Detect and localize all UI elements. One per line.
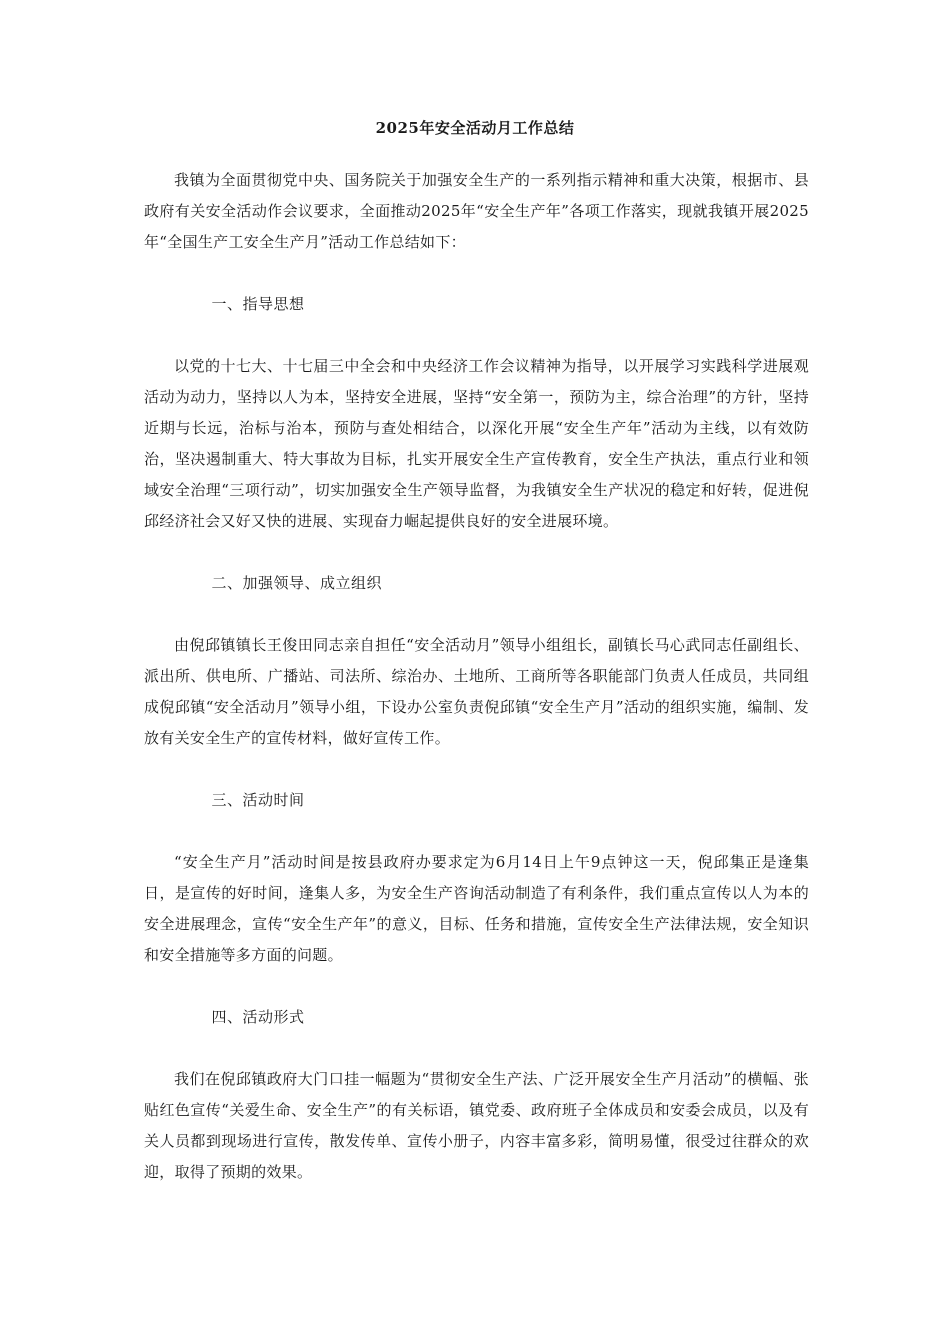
section-heading-4: 四、活动形式 bbox=[211, 1008, 305, 1026]
document-body bbox=[144, 165, 809, 1188]
section-body-1: 以党的十七大、十七届三中全会和中央经济工作会议精神为指导，以开展学习实践科学进展观活动为动力，坚持以人为本，坚持安全进展，坚持“安全第一，预防为主，综合治理”的方针，坚持近期与长远，治标与治本，预防与查处相结合，以深化开展“安全生产年”活动为主线，以有效防治，坚决遏制重大、特大事故为目标，扎实开展安全生产宣传教育，安全生产执法，重点行业和领域安全治理“三项行动”，切实加强安全生产领导监督，为我镇安全生产状况的稳定和好转，促进倪邱经济社会又好又快的进展、实现奋力崛起提供良好的安全进展环境。 bbox=[144, 357, 809, 530]
intro-paragraph: 我镇为全面贯彻党中央、国务院关于加强安全生产的一系列指示精神和重大决策，根据市、县政府有关安全活动作会议要求，全面推动2025年“安全生产年”各项工作落实，现就我镇开展2025年“全国生产工安全生产月”活动工作总结如下： bbox=[144, 171, 809, 251]
spacer bbox=[144, 258, 809, 289]
section-body-3: “安全生产月”活动时间是按县政府办要求定为6月14日上午9点钟这一天，倪邱集正是逢集日，是宣传的好时间，逢集人多，为安全生产咨询活动制造了有利条件，我们重点宣传以人为本的安全进展理念，宣传“安全生产年”的意义，目标、任务和措施，宣传安全生产法律法规，安全知识和安全措施等多方面的问题。 bbox=[144, 853, 809, 964]
section-heading-1: 一、指导思想 bbox=[211, 295, 305, 313]
spacer bbox=[144, 320, 809, 351]
spacer bbox=[144, 816, 809, 847]
spacer bbox=[144, 537, 809, 568]
document-title: 2025年安全活动月工作总结 bbox=[375, 119, 575, 137]
spacer bbox=[144, 971, 809, 1002]
section-body-4: 我们在倪邱镇政府大门口挂一幅题为“贯彻安全生产法、广泛开展安全生产月活动”的横幅、张贴红色宣传“关爱生命、安全生产”的有关标语，镇党委、政府班子全体成员和安委会成员，以及有关人员都到现场进行宣传，散发传单、宣传小册子，内容丰富多彩，简明易懂，很受过往群众的欢迎，取得了预期的效果。 bbox=[144, 1070, 809, 1181]
spacer bbox=[144, 599, 809, 630]
section-heading-3: 三、活动时间 bbox=[211, 791, 305, 809]
spacer bbox=[144, 754, 809, 785]
section-body-2: 由倪邱镇镇长王俊田同志亲自担任“安全活动月”领导小组组长，副镇长马心武同志任副组长、派出所、供电所、广播站、司法所、综治办、土地所、工商所等各职能部门负责人任成员，共同组成倪邱镇“安全活动月”领导小组，下设办公室负责倪邱镇“安全生产月”活动的组织实施，编制、发放有关安全生产的宣传材料，做好宣传工作。 bbox=[144, 636, 809, 747]
spacer bbox=[144, 1033, 809, 1064]
section-heading-2: 二、加强领导、成立组织 bbox=[211, 574, 383, 592]
